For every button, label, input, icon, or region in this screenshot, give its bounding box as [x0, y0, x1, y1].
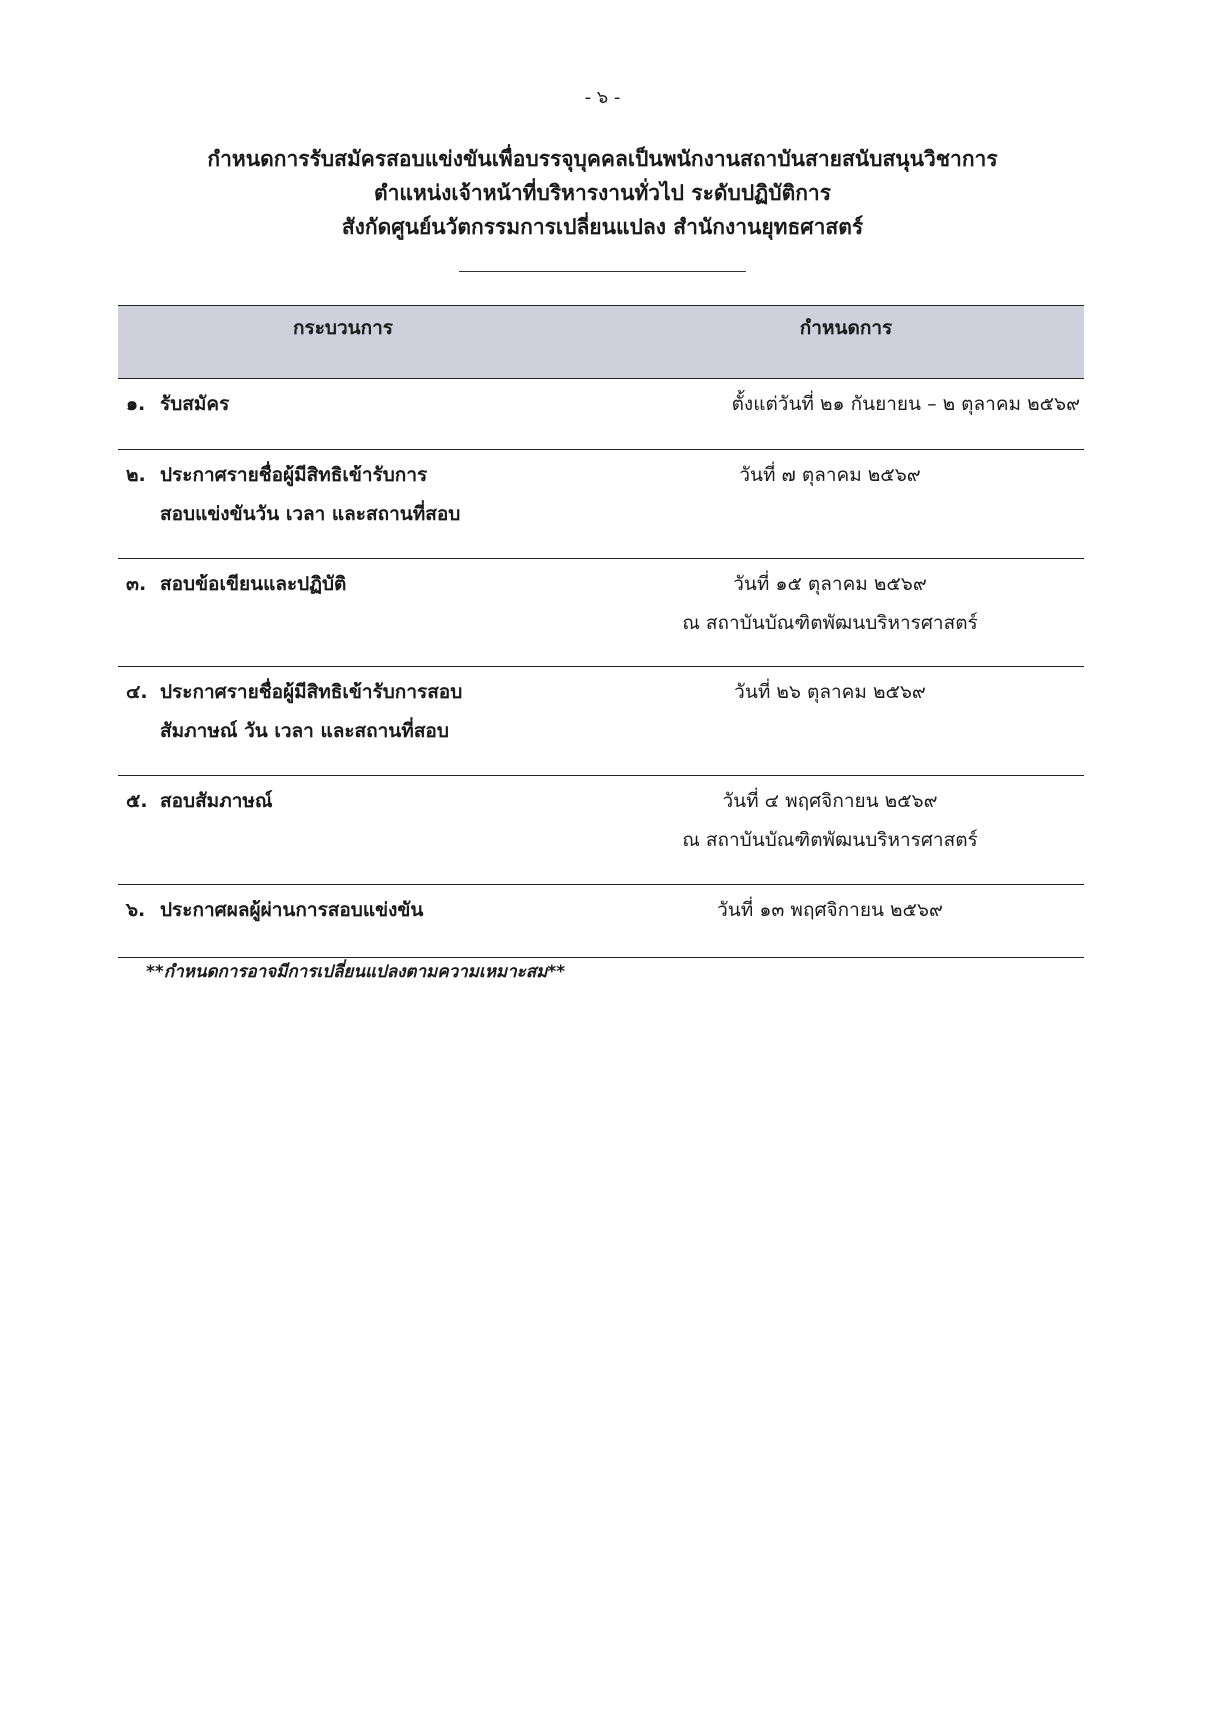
process-text: สอบข้อเขียนและปฏิบัติ: [160, 573, 347, 595]
schedule-cell: [610, 565, 1050, 643]
schedule-cell: [610, 891, 1050, 930]
process-cell: [126, 891, 596, 930]
page-number: - ๖ -: [584, 87, 621, 108]
schedule-location: ณ สถาบันบัณฑิตพัฒนบริหารศาสตร์: [682, 829, 978, 851]
process-cell: [126, 782, 596, 821]
process-text: สัมภาษณ์ วัน เวลา และสถานที่สอบ: [160, 720, 449, 742]
table-row: [118, 559, 1084, 667]
table-header: [118, 305, 1084, 379]
footnote: **กำหนดการอาจมีการเปลี่ยนแปลงตามความเหมาะสม**: [146, 962, 566, 982]
table-row: [118, 450, 1084, 559]
process-text: ประกาศรายชื่อผู้มีสิทธิเข้ารับการสอบ: [160, 681, 463, 703]
title-divider: [459, 271, 746, 272]
title-line-1: กำหนดการรับสมัครสอบแข่งขันเพื่อบรรจุบุคคลเป็นพนักงานสถาบันสายสนับสนุนวิชาการ: [207, 147, 998, 171]
title-line-2: ตำแหน่งเจ้าหน้าที่บริหารงานทั่วไป ระดับปฏิบัติการ: [374, 181, 831, 205]
schedule-text: ตั้งแต่วันที่ ๒๑ กันยายน – ๒ ตุลาคม ๒๕๖๙: [731, 393, 1080, 415]
process-cell: [126, 565, 596, 604]
process-text: รับสมัคร: [160, 393, 230, 415]
schedule-text: วันที่ ๑๓ พฤศจิกายน ๒๕๖๙: [717, 899, 943, 921]
process-text: สอบสัมภาษณ์: [160, 790, 273, 812]
schedule-text: วันที่ ๔ พฤศจิกายน ๒๕๖๙: [722, 790, 938, 812]
header-schedule: กำหนดการ: [799, 317, 893, 339]
schedule-text: วันที่ ๒๖ ตุลาคม ๒๕๖๙: [734, 681, 926, 703]
process-text: ประกาศผลผู้ผ่านการสอบแข่งขัน: [160, 899, 424, 921]
process-cell: [126, 673, 596, 751]
row-number: ๓.: [126, 573, 147, 595]
table-row: [118, 667, 1084, 776]
header-process: กระบวนการ: [292, 317, 393, 339]
schedule-cell: [610, 673, 1050, 712]
table-row: [118, 776, 1084, 885]
schedule-cell: [610, 385, 1080, 424]
process-cell: [126, 456, 596, 534]
schedule-table: [118, 305, 1084, 958]
row-number: ๖.: [126, 899, 146, 921]
process-text: สอบแข่งขันวัน เวลา และสถานที่สอบ: [160, 503, 461, 525]
row-number: ๔.: [126, 681, 148, 703]
schedule-text: วันที่ ๗ ตุลาคม ๒๕๖๙: [739, 464, 921, 486]
row-number: ๕.: [126, 790, 148, 812]
schedule-text: วันที่ ๑๕ ตุลาคม ๒๕๖๙: [733, 573, 927, 595]
schedule-cell: [610, 456, 1050, 495]
schedule-location: ณ สถาบันบัณฑิตพัฒนบริหารศาสตร์: [682, 612, 978, 634]
table-row: [118, 379, 1084, 450]
process-cell: [126, 385, 596, 424]
row-number: ๒.: [126, 464, 146, 486]
title-line-3: สังกัดศูนย์นวัตกรรมการเปลี่ยนแปลง สำนักงานยุทธศาสตร์: [341, 215, 864, 239]
table-row: [118, 885, 1084, 958]
document-title: [0, 142, 1205, 244]
process-text: ประกาศรายชื่อผู้มีสิทธิเข้ารับการ: [160, 464, 428, 486]
row-number: ๑.: [126, 393, 146, 415]
schedule-cell: [610, 782, 1050, 860]
